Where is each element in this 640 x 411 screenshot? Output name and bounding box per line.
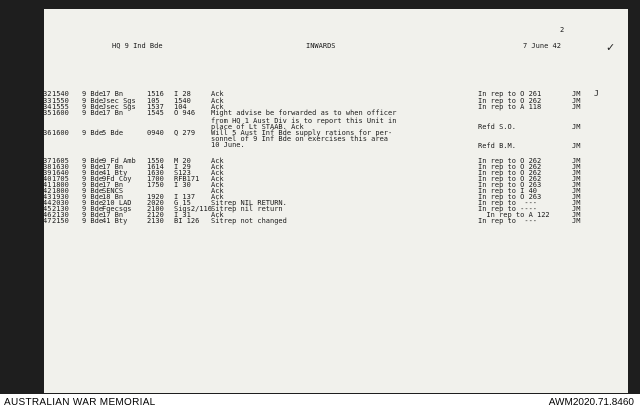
footer-accession: AWM2020.71.8460 <box>548 397 634 408</box>
cell-from: 9 Bde <box>82 97 104 105</box>
cell-ref: RFB171 <box>174 175 200 183</box>
cell-time: 2130 <box>52 205 69 213</box>
cell-time: 1640 <box>52 169 69 177</box>
cell-from: 9 Bde <box>82 181 104 189</box>
cell-subject: Might advise be forwarded as to when officer <box>211 109 397 117</box>
cell-action: In rep to O 263 <box>478 193 542 201</box>
cell-action: In rep to O 262 <box>478 169 542 177</box>
cell-init: JM <box>572 169 581 177</box>
cell-action-continued: Refd B.M. <box>478 142 516 150</box>
cell-time: 1630 <box>52 163 69 171</box>
cell-subject: Ack <box>211 97 224 105</box>
footer-institution: AUSTRALIAN WAR MEMORIAL <box>4 397 156 408</box>
cell-toi: 0940 <box>147 129 164 137</box>
cell-toi: 2130 <box>147 217 164 225</box>
cell-subject: Ack <box>211 103 224 111</box>
cell-ref: I 31 <box>174 211 191 219</box>
cell-subject: Ack <box>211 90 224 98</box>
cell-init: JM <box>572 103 581 111</box>
cell-time: 2030 <box>52 199 69 207</box>
cell-from: 9 Bde <box>82 103 104 111</box>
cell-init: JM <box>572 211 581 219</box>
cell-to: 5 Bde <box>102 129 124 137</box>
cell-action-continued: Refd S.O. <box>478 123 516 131</box>
cell-init: JM <box>572 187 581 195</box>
pen-tick-mark: ✓ <box>606 42 616 54</box>
cell-init: JM <box>572 205 581 213</box>
cell-ref: BI 126 <box>174 217 200 225</box>
cell-no: 37 <box>43 157 52 165</box>
cell-from: 9 Bde <box>82 90 104 98</box>
cell-ref: I 30 <box>174 181 191 189</box>
cell-from: 9 Bde <box>82 199 104 207</box>
cell-subject: Ack <box>211 175 224 183</box>
cell-action: In rep to O 261 <box>478 90 542 98</box>
cell-subject: Will 5 Aust Inf Bde supply rations for per- <box>211 129 393 137</box>
cell-from: 9 Bde <box>82 205 104 213</box>
cell-subject: Sitrep nil return <box>211 205 283 213</box>
cell-init: JM <box>572 181 581 189</box>
cell-to: 41 Bty <box>102 169 128 177</box>
cell-action: In rep to ---- <box>478 205 538 213</box>
cell-from: 9 Bde <box>82 211 104 219</box>
cell-ref: S123 <box>174 169 191 177</box>
cell-toi: 1614 <box>147 163 164 171</box>
cell-no: 45 <box>43 205 52 213</box>
cell-ref: Q 279 <box>174 129 196 137</box>
cell-to: SENCS <box>102 187 124 195</box>
cell-init: JM <box>572 193 581 201</box>
cell-subject: Ack <box>211 193 224 201</box>
cell-to: 17 Bn <box>102 163 124 171</box>
cell-time: 1540 <box>52 90 69 98</box>
cell-init-continued: JM <box>572 123 581 131</box>
cell-from: 9 Bde <box>82 109 104 117</box>
cell-init: JM <box>572 217 581 225</box>
cell-to: 17 Bn <box>102 90 124 98</box>
cell-toi: 1630 <box>147 169 164 177</box>
cell-subject: Sitrep NIL RETURN. <box>211 199 287 207</box>
cell-to: 9Fd Coy <box>102 175 132 183</box>
cell-ref: O 946 <box>174 109 196 117</box>
cell-toi: 1750 <box>147 181 164 189</box>
cell-toi: 1537 <box>147 103 164 111</box>
cell-action: In rep to --- <box>478 199 538 207</box>
cell-init: JM <box>572 90 581 98</box>
cell-subject: Ack <box>211 169 224 177</box>
cell-toi: 2120 <box>147 211 164 219</box>
cell-subject: Ack <box>211 181 224 189</box>
cell-subject: Ack <box>211 163 224 171</box>
cell-ref: G 15 <box>174 199 191 207</box>
cell-action: In rep to --- <box>478 217 538 225</box>
cell-to: 41 Bty <box>102 217 128 225</box>
cell-no: 32 <box>43 90 52 98</box>
cell-toi: 2100 <box>147 205 164 213</box>
page-number: 2 <box>560 26 565 34</box>
cell-to: 9 Fd Amb <box>102 157 136 165</box>
cell-toi: 105 <box>147 97 160 105</box>
cell-toi: 1545 <box>147 109 164 117</box>
cell-ref: 1540 <box>174 97 191 105</box>
cell-no: 39 <box>43 169 52 177</box>
cell-subject: Sitrep not changed <box>211 217 287 225</box>
cell-subject-continued: place of Lt STAAB. Ack <box>211 123 304 131</box>
cell-from: 9 Bde <box>82 217 104 225</box>
cell-time: 2150 <box>52 217 69 225</box>
cell-subject: Ack <box>211 211 224 219</box>
cell-from: 9 Bde <box>82 129 104 137</box>
cell-toi: 1550 <box>147 157 164 165</box>
cell-no: 43 <box>43 193 52 201</box>
cell-to: Jsec Sgs <box>102 97 136 105</box>
cell-subject: Ack <box>211 157 224 165</box>
cell-ref: 104 <box>174 103 187 111</box>
cell-action: In rep to A 118 <box>478 103 542 111</box>
cell-ref: I 28 <box>174 90 191 98</box>
cell-no: 42 <box>43 187 52 195</box>
corner-mark: J <box>594 89 599 98</box>
cell-time: 1930 <box>52 193 69 201</box>
cell-init: JM <box>572 163 581 171</box>
cell-toi: 1920 <box>147 193 164 201</box>
cell-time: 1800 <box>52 187 69 195</box>
cell-from: 9 Bde <box>82 163 104 171</box>
cell-time: 1550 <box>52 97 69 105</box>
cell-no: 47 <box>43 217 52 225</box>
cell-init: JM <box>572 199 581 207</box>
header-title: INWARDS <box>306 42 336 50</box>
cell-time: 1600 <box>52 129 69 137</box>
cell-time: 1600 <box>52 109 69 117</box>
cell-no: 36 <box>43 129 52 137</box>
cell-from: 9 Bde <box>82 169 104 177</box>
cell-action: In rep to A 122 <box>478 211 550 219</box>
cell-to: 18 Bn <box>102 193 124 201</box>
cell-to: 210 LAD <box>102 199 132 207</box>
cell-from: 9 Bde <box>82 157 104 165</box>
cell-to: Jsec Sgs <box>102 103 136 111</box>
cell-action: In rep to O 263 <box>478 181 542 189</box>
cell-no: 44 <box>43 199 52 207</box>
cell-subject-continued: 10 June. <box>211 141 245 149</box>
cell-toi: 1516 <box>147 90 164 98</box>
cell-time: 1705 <box>52 175 69 183</box>
cell-no: 40 <box>43 175 52 183</box>
cell-toi: 2020 <box>147 199 164 207</box>
cell-subject-continued: sonnel of 9 Inf Bde on exercises this area <box>211 135 389 143</box>
header-unit: HQ 9 Ind Bde <box>112 42 163 50</box>
cell-from: 9 Bde <box>82 175 104 183</box>
cell-from: 9 Bde <box>82 187 104 195</box>
cell-time: 2130 <box>52 211 69 219</box>
cell-no: 46 <box>43 211 52 219</box>
cell-action: In rep to I 40 <box>478 187 538 195</box>
cell-subject-continued: from HQ 1 Aust Div is to report this Unit in <box>211 117 397 125</box>
cell-no: 34 <box>43 103 52 111</box>
cell-ref: I 137 <box>174 193 196 201</box>
cell-to: 17 Bn <box>102 109 124 117</box>
cell-action: In rep to O 262 <box>478 163 542 171</box>
cell-ref: I 29 <box>174 163 191 171</box>
cell-init-continued: JM <box>572 142 581 150</box>
cell-init: JM <box>572 175 581 183</box>
cell-to: 17 Bn <box>102 211 124 219</box>
cell-init: JM <box>572 97 581 105</box>
cell-no: 33 <box>43 97 52 105</box>
cell-action: In rep to O 262 <box>478 97 542 105</box>
cell-to: Fgecsgs <box>102 205 132 213</box>
document-sheet <box>44 9 628 393</box>
cell-from: 9 Bde <box>82 193 104 201</box>
cell-to: 17 Bn <box>102 181 124 189</box>
cell-ref: M 20 <box>174 157 191 165</box>
cell-action: In rep to O 262 <box>478 175 542 183</box>
cell-ref: Sigs2/116 <box>174 205 212 213</box>
cell-time: 1605 <box>52 157 69 165</box>
header-date: 7 June 42 <box>523 42 561 50</box>
cell-time: 1800 <box>52 181 69 189</box>
cell-time: 1555 <box>52 103 69 111</box>
cell-subject: Ack <box>211 187 224 195</box>
cell-init: JM <box>572 157 581 165</box>
cell-no: 35 <box>43 109 52 117</box>
cell-action: In rep to O 262 <box>478 157 542 165</box>
cell-toi: 1700 <box>147 175 164 183</box>
cell-no: 41 <box>43 181 52 189</box>
footer-bar <box>0 394 640 411</box>
cell-no: 38 <box>43 163 52 171</box>
